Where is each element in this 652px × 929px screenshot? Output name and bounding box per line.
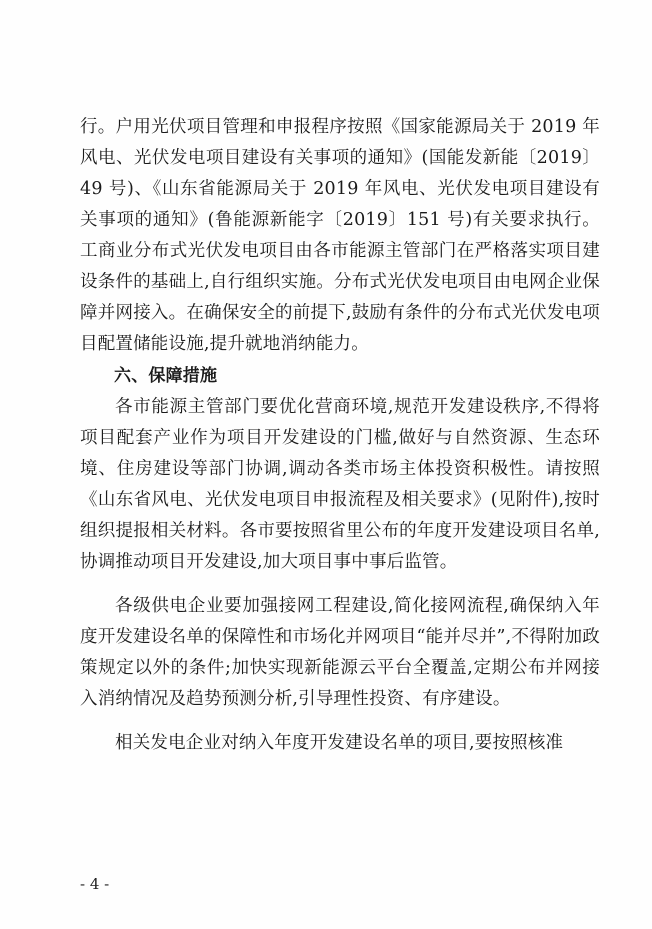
page-number: - 4 - bbox=[80, 875, 110, 893]
section-heading-safeguard-measures: 六、保障措施 bbox=[114, 366, 218, 386]
paragraph-power-generation-enterprises: 相关发电企业对纳入年度开发建设名单的项目,要按照核准 bbox=[115, 733, 564, 753]
paragraph-continuation: 行。户用光伏项目管理和申报程序按照《国家能源局关于 2019 年风电、光伏发电项目建设有关事项的通知》(国能发新能〔2019〕49 号)、《山东省能源局关于 2019 年风电、光伏发电项目建设有关事项的通知》(鲁能源新能字〔2019〕151 号)有关要求执行。工商业分布式光伏发电项目由各市能源主管部门在严格落实项目建设条件的基础上,自行组织实施。分布式光伏发电项目由电网企业保障并网接入。在确保安全的前提下,鼓励有条件的分布式光伏发电项目配置储能设施,提升就地消纳能力。 bbox=[80, 117, 600, 354]
paragraph-energy-authorities: 各市能源主管部门要优化营商环境,规范开发建设秩序,不得将项目配套产业作为项目开发建设的门槛,做好与自然资源、生态环境、住房建设等部门协调,调动各类市场主体投资积极性。请按照《山东省风电、光伏发电项目申报流程及相关要求》(见附件),按时组织提报相关材料。各市要按照省里公布的年度开发建设项目名单,协调推动项目开发建设,加大项目事中事后监管。 bbox=[80, 397, 600, 572]
document-body bbox=[80, 112, 600, 759]
paragraph-power-supply-enterprises: 各级供电企业要加强接网工程建设,简化接网流程,确保纳入年度开发建设名单的保障性和市场化并网项目“能并尽并”,不得附加政策规定以外的条件;加快实现新能源云平台全覆盖,定期公布并网接入消纳情况及趋势预测分析,引导理性投资、有序建设。 bbox=[80, 596, 600, 709]
